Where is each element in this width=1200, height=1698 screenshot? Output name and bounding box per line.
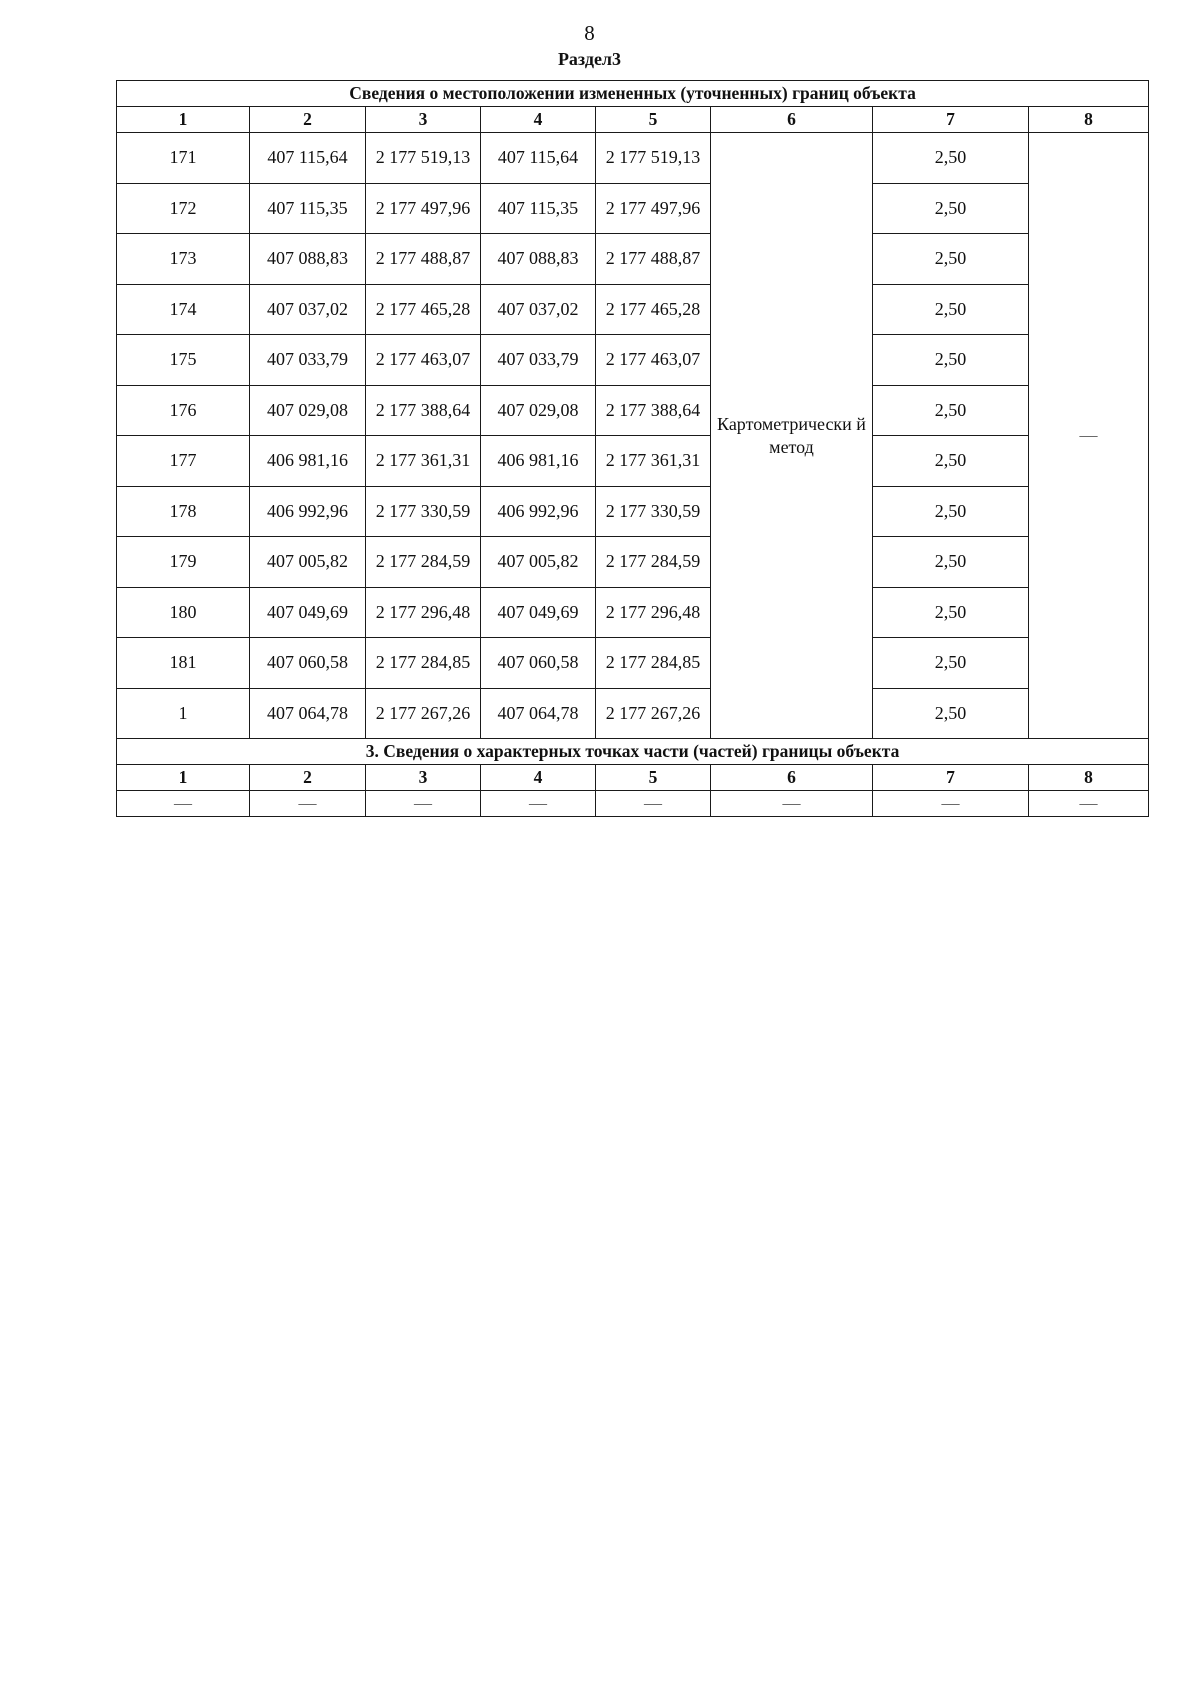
table-cell: 406 992,96 xyxy=(250,486,366,537)
table-row xyxy=(117,436,1149,487)
table-cell: 2 177 488,87 xyxy=(366,234,481,285)
table-cell: 2 177 465,28 xyxy=(366,284,481,335)
table-cell: 2 177 465,28 xyxy=(596,284,711,335)
table-row xyxy=(117,791,1149,817)
table-cell: 2 177 388,64 xyxy=(366,385,481,436)
table-cell: 2 177 488,87 xyxy=(596,234,711,285)
table2-header-cell: 8 xyxy=(1029,765,1149,791)
table-cell: — xyxy=(117,791,250,817)
table1-header-cell: 7 xyxy=(873,107,1029,133)
table2-header-cell: 6 xyxy=(711,765,873,791)
table-cell: 2 177 284,85 xyxy=(596,638,711,689)
table-cell: 407 088,83 xyxy=(481,234,596,285)
table2-header-cell: 4 xyxy=(481,765,596,791)
boundary-coordinates-table xyxy=(116,80,1149,817)
table1-title: Сведения о местоположении измененных (уточненных) границ объекта xyxy=(117,81,1149,107)
table1-header-cell: 2 xyxy=(250,107,366,133)
table-cell: 2 177 330,59 xyxy=(596,486,711,537)
table-row xyxy=(117,133,1149,184)
table-cell: 1 xyxy=(117,688,250,739)
accuracy-cell: 2,50 xyxy=(873,284,1029,335)
table-cell: — xyxy=(250,791,366,817)
accuracy-cell: 2,50 xyxy=(873,486,1029,537)
table-cell: 2 177 388,64 xyxy=(596,385,711,436)
table-cell: 407 064,78 xyxy=(481,688,596,739)
table-cell: 406 981,16 xyxy=(250,436,366,487)
table-cell: 407 064,78 xyxy=(250,688,366,739)
table-cell: 2 177 284,59 xyxy=(366,537,481,588)
table-row xyxy=(117,183,1149,234)
table1-title-row xyxy=(117,81,1149,107)
table-cell: — xyxy=(366,791,481,817)
table-cell: 175 xyxy=(117,335,250,386)
table-cell: 181 xyxy=(117,638,250,689)
table-cell: 2 177 361,31 xyxy=(366,436,481,487)
table1-header-cell: 8 xyxy=(1029,107,1149,133)
table-cell: 2 177 497,96 xyxy=(596,183,711,234)
table-body xyxy=(117,81,1149,817)
table-cell: 406 992,96 xyxy=(481,486,596,537)
table-cell: 407 033,79 xyxy=(481,335,596,386)
table-row xyxy=(117,335,1149,386)
table-row xyxy=(117,587,1149,638)
table-row xyxy=(117,385,1149,436)
table-cell: — xyxy=(1029,791,1149,817)
page-number: 8 xyxy=(584,21,595,45)
accuracy-cell: 2,50 xyxy=(873,335,1029,386)
table2-header-cell: 2 xyxy=(250,765,366,791)
accuracy-cell: 2,50 xyxy=(873,183,1029,234)
table-row xyxy=(117,284,1149,335)
column8-cell: — xyxy=(1029,133,1149,739)
table-cell: 180 xyxy=(117,587,250,638)
table-cell: 407 115,64 xyxy=(250,133,366,184)
accuracy-cell: 2,50 xyxy=(873,688,1029,739)
table-cell: 407 115,35 xyxy=(250,183,366,234)
table-cell: 2 177 284,85 xyxy=(366,638,481,689)
table-cell: 407 033,79 xyxy=(250,335,366,386)
table-cell: 177 xyxy=(117,436,250,487)
table-cell: 174 xyxy=(117,284,250,335)
table-cell: — xyxy=(711,791,873,817)
table-cell: 2 177 267,26 xyxy=(596,688,711,739)
table-cell: 2 177 296,48 xyxy=(366,587,481,638)
table-cell: 407 029,08 xyxy=(481,385,596,436)
accuracy-cell: 2,50 xyxy=(873,436,1029,487)
table-cell: 179 xyxy=(117,537,250,588)
table-cell: 171 xyxy=(117,133,250,184)
table1-header-cell: 4 xyxy=(481,107,596,133)
table1-header-cell: 1 xyxy=(117,107,250,133)
table1-header-cell: 3 xyxy=(366,107,481,133)
table-cell: 407 115,35 xyxy=(481,183,596,234)
table-cell: 2 177 284,59 xyxy=(596,537,711,588)
table-cell: 407 037,02 xyxy=(250,284,366,335)
table-cell: 407 049,69 xyxy=(250,587,366,638)
table2-header-row xyxy=(117,765,1149,791)
table-row xyxy=(117,486,1149,537)
table-row xyxy=(117,688,1149,739)
table-cell: 172 xyxy=(117,183,250,234)
table2-title: 3. Сведения о характерных точках части (частей) границы объекта xyxy=(117,739,1149,765)
table-cell: 407 005,82 xyxy=(250,537,366,588)
table-cell: — xyxy=(596,791,711,817)
method-cell: Картометрически й метод xyxy=(711,133,873,739)
table-cell: 407 060,58 xyxy=(481,638,596,689)
table-cell: 407 049,69 xyxy=(481,587,596,638)
accuracy-cell: 2,50 xyxy=(873,638,1029,689)
table-cell: 2 177 463,07 xyxy=(596,335,711,386)
table-cell: 407 060,58 xyxy=(250,638,366,689)
table-cell: 407 029,08 xyxy=(250,385,366,436)
section-title: Раздел3 xyxy=(557,49,622,69)
table1-header-row xyxy=(117,107,1149,133)
table-cell: 407 005,82 xyxy=(481,537,596,588)
table-cell: 2 177 330,59 xyxy=(366,486,481,537)
accuracy-cell: 2,50 xyxy=(873,385,1029,436)
table-cell: 178 xyxy=(117,486,250,537)
table-row xyxy=(117,638,1149,689)
table-row xyxy=(117,234,1149,285)
table-cell: 2 177 519,13 xyxy=(596,133,711,184)
table2-header-cell: 5 xyxy=(596,765,711,791)
table1-header-cell: 6 xyxy=(711,107,873,133)
table1-header-cell: 5 xyxy=(596,107,711,133)
table-cell: 406 981,16 xyxy=(481,436,596,487)
accuracy-cell: 2,50 xyxy=(873,537,1029,588)
table-cell: 407 088,83 xyxy=(250,234,366,285)
table-cell: 2 177 296,48 xyxy=(596,587,711,638)
table2-title-row xyxy=(117,739,1149,765)
table2-header-cell: 3 xyxy=(366,765,481,791)
accuracy-cell: 2,50 xyxy=(873,234,1029,285)
table2-header-cell: 7 xyxy=(873,765,1029,791)
table-cell: 2 177 497,96 xyxy=(366,183,481,234)
table-cell: 407 037,02 xyxy=(481,284,596,335)
table-cell: — xyxy=(873,791,1029,817)
table-cell: 407 115,64 xyxy=(481,133,596,184)
table-cell: — xyxy=(481,791,596,817)
table-row xyxy=(117,537,1149,588)
table-cell: 2 177 267,26 xyxy=(366,688,481,739)
table-cell: 2 177 519,13 xyxy=(366,133,481,184)
table-cell: 176 xyxy=(117,385,250,436)
table-cell: 173 xyxy=(117,234,250,285)
table-cell: 2 177 463,07 xyxy=(366,335,481,386)
table2-header-cell: 1 xyxy=(117,765,250,791)
table-cell: 2 177 361,31 xyxy=(596,436,711,487)
accuracy-cell: 2,50 xyxy=(873,587,1029,638)
accuracy-cell: 2,50 xyxy=(873,133,1029,184)
